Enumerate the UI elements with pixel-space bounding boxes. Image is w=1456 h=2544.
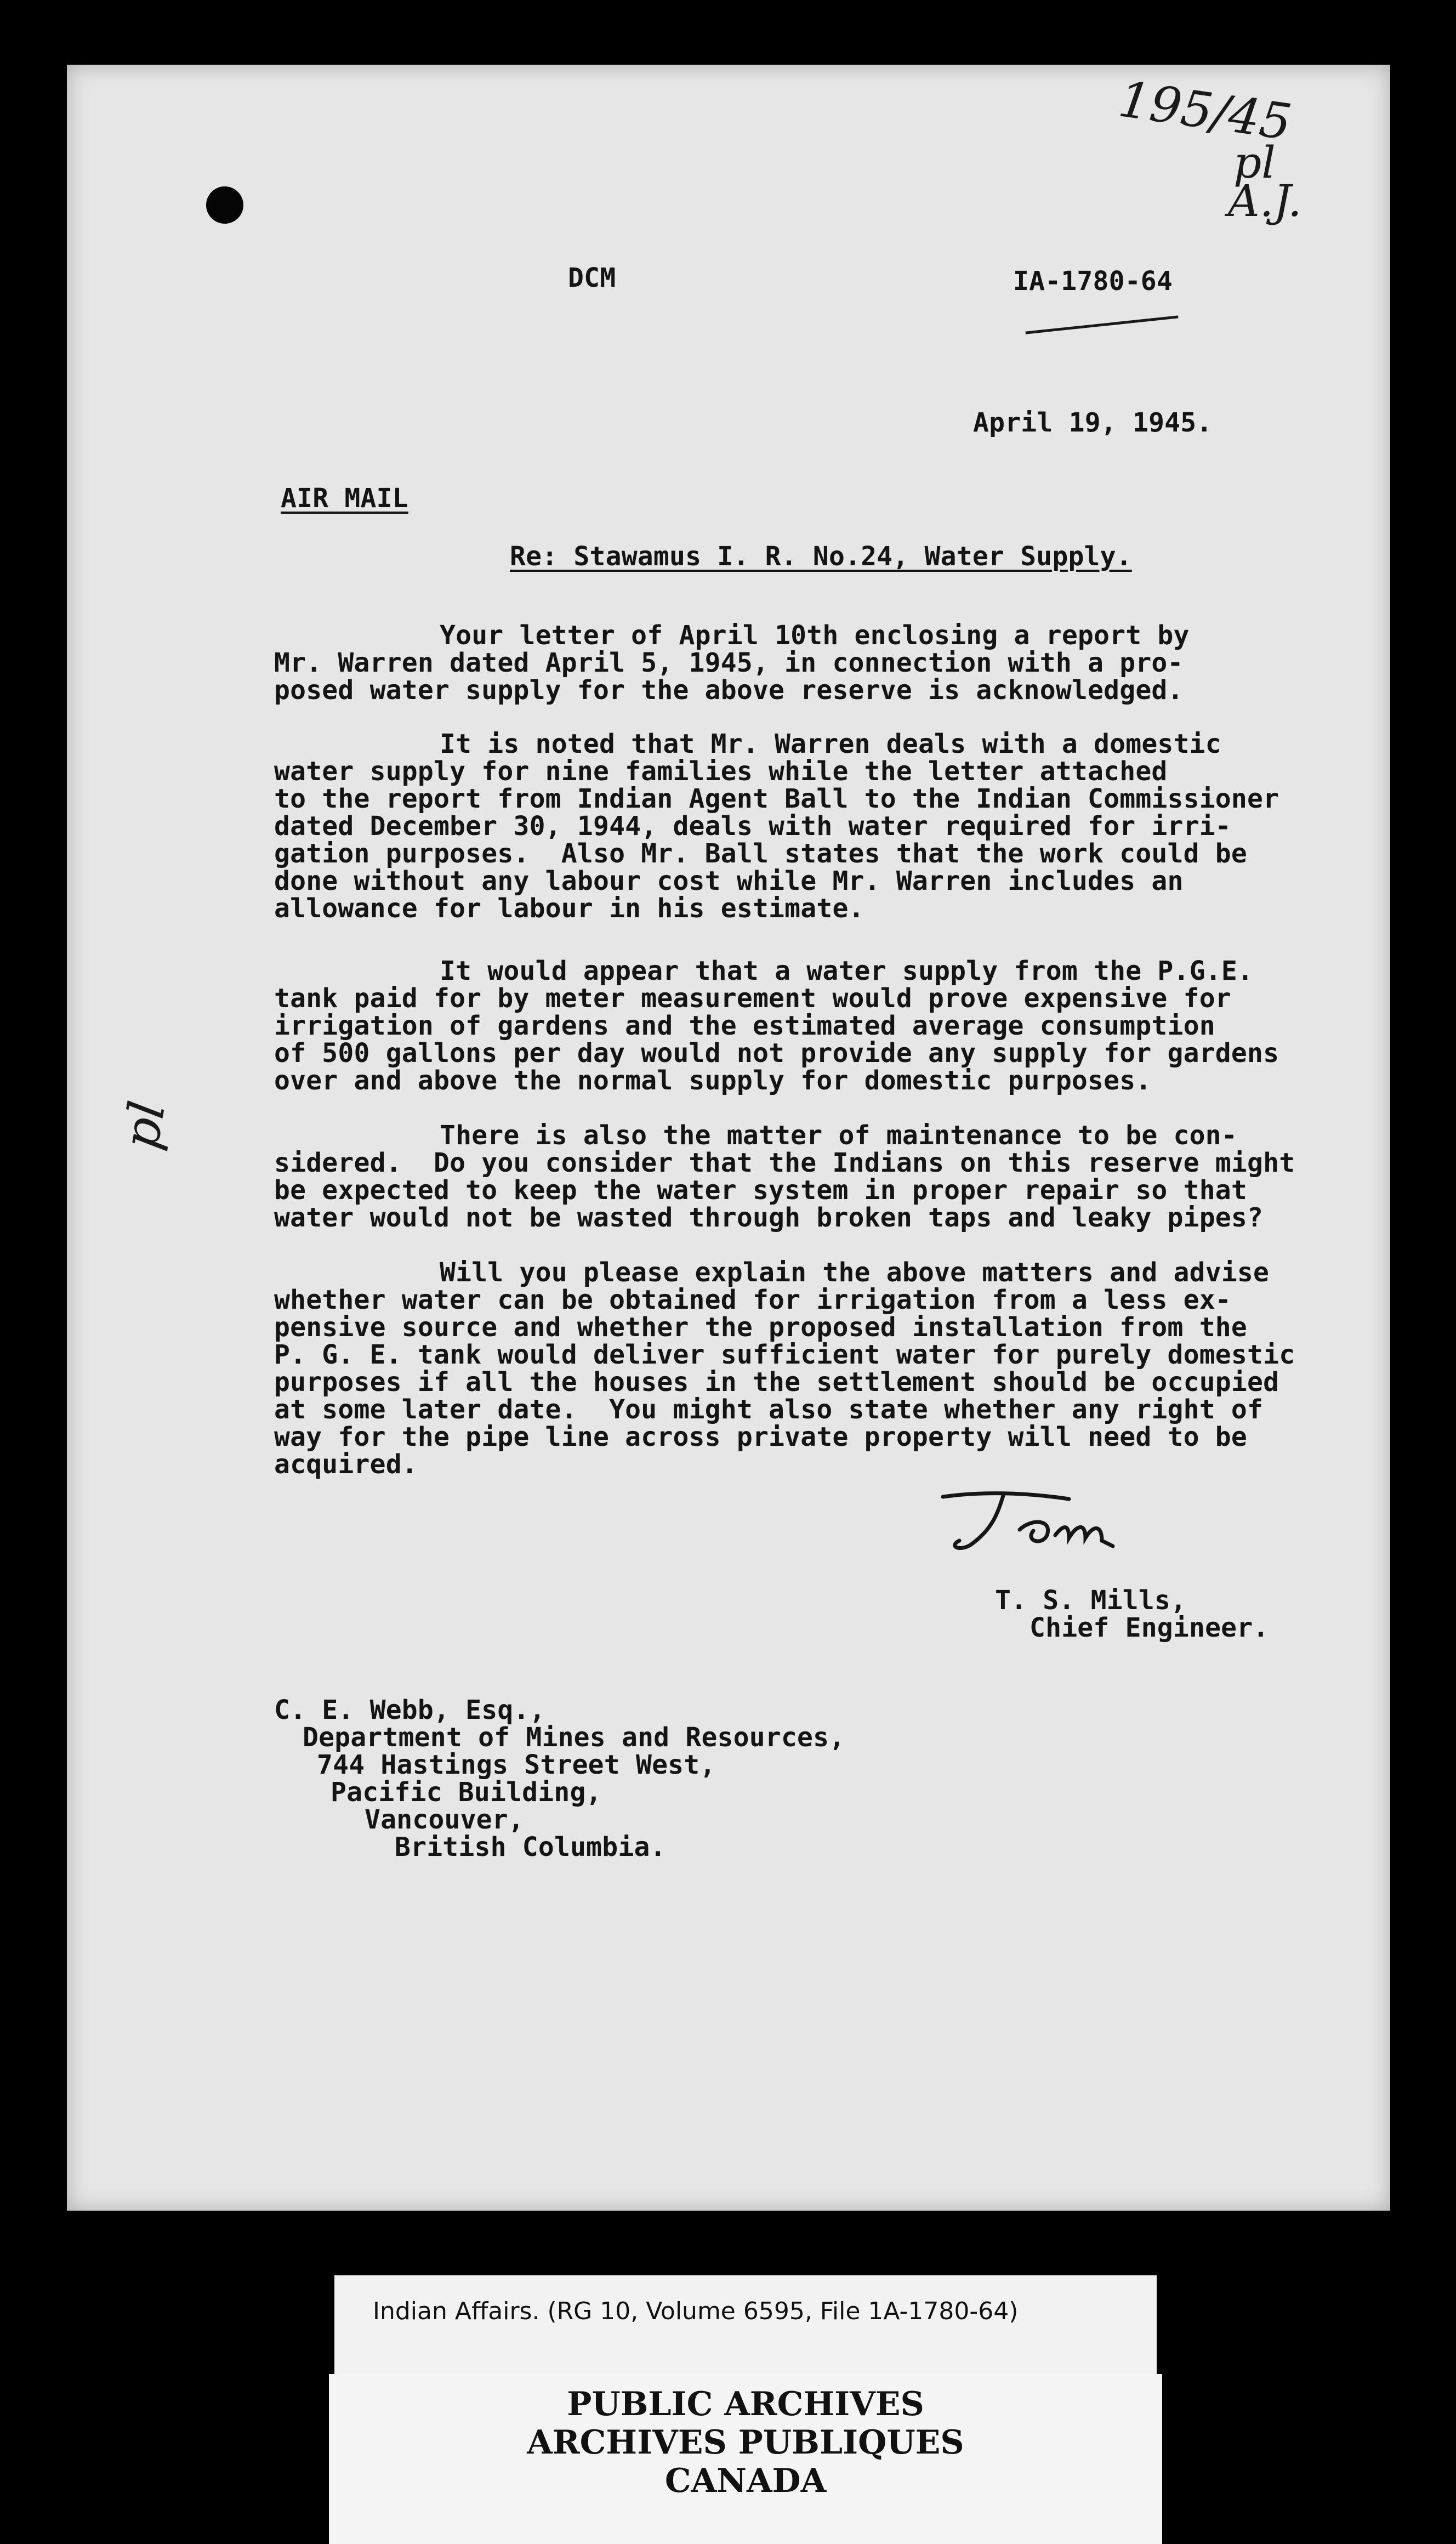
archive-caption-text: Indian Affairs. (RG 10, Volume 6595, File 1A-1780-64)	[373, 2297, 1019, 2325]
paragraph-line: done without any labour cost while Mr. Warren includes an	[274, 866, 1184, 896]
signatory-name: T. S. Mills,	[995, 1585, 1187, 1616]
paragraph-line: dated December 30, 1944, deals with water required for irri-	[274, 811, 1231, 842]
paragraph-1	[274, 594, 1190, 704]
paragraph-3	[274, 930, 1279, 1094]
handwritten-file-note: 195/45	[1115, 70, 1295, 152]
address-line-2: Department of Mines and Resources,	[303, 1722, 845, 1753]
handwritten-initials-2: A.J.	[1228, 175, 1302, 226]
archives-line-1: PUBLIC ARCHIVES	[567, 2385, 924, 2423]
paragraph-line: allowance for labour in his estimate.	[274, 893, 865, 924]
paragraph-line: at some later date. You might also state whether any right of	[274, 1394, 1264, 1425]
address-line-5: Vancouver,	[365, 1804, 524, 1835]
paragraph-line: gation purposes. Also Mr. Ball states that the work could be	[274, 838, 1248, 869]
address-line-1: C. E. Webb, Esq.,	[274, 1695, 545, 1725]
punch-hole	[206, 186, 243, 224]
address-line-3: 744 Hastings Street West,	[317, 1750, 716, 1780]
paragraph-line: way for the pipe line across private property will need to be	[274, 1422, 1248, 1452]
paragraph-line: purposes if all the houses in the settlement should be occupied	[274, 1367, 1279, 1398]
paragraph-line: pensive source and whether the proposed installation from the	[274, 1312, 1248, 1343]
paragraph-line: P. G. E. tank would deliver sufficient water for purely domestic	[274, 1339, 1295, 1370]
archives-line-3: CANADA	[664, 2462, 827, 2500]
signature-mark	[937, 1480, 1146, 1563]
initials: DCM	[568, 263, 616, 293]
paragraph-line: water would not be wasted through broken taps and leaky pipes?	[274, 1202, 1264, 1233]
letter-date: April 19, 1945.	[973, 407, 1213, 438]
paragraph-line: Will you please explain the above matters and advise	[440, 1257, 1270, 1288]
archives-line-2: ARCHIVES PUBLIQUES	[527, 2423, 964, 2462]
address-line-6: British Columbia.	[395, 1832, 666, 1862]
paragraph-line: water supply for nine families while the letter attached	[274, 756, 1168, 787]
archive-caption	[334, 2275, 1157, 2374]
paragraph-line: Your letter of April 10th enclosing a report by	[440, 620, 1190, 651]
paragraph-5	[274, 1231, 1295, 1478]
address-line-4: Pacific Building,	[331, 1777, 602, 1808]
subject-line: Re: Stawamus I. R. No.24, Water Supply.	[510, 541, 1132, 572]
paragraph-line: sidered. Do you consider that the Indians on this reserve might	[274, 1148, 1295, 1178]
paragraph-line: tank paid for by meter measurement would prove expensive for	[274, 983, 1231, 1014]
paragraph-4	[274, 1094, 1295, 1231]
paragraph-line: irrigation of gardens and the estimated average consumption	[274, 1010, 1215, 1041]
paragraph-line: to the report from Indian Agent Ball to the Indian Commissioner	[274, 783, 1279, 814]
signatory-title: Chief Engineer.	[1030, 1612, 1269, 1643]
handwritten-initials-1: pl	[1233, 137, 1276, 188]
paragraph-line: whether water can be obtained for irrigation from a less ex-	[274, 1285, 1231, 1315]
paragraph-line: posed water supply for the above reserve is acknowledged.	[274, 675, 1184, 706]
paragraph-line: over and above the normal supply for domestic purposes.	[274, 1065, 1152, 1096]
air-mail-label: AIR MAIL	[281, 483, 408, 514]
paragraph-line: be expected to keep the water system in proper repair so that	[274, 1175, 1248, 1206]
archives-stamp	[329, 2374, 1162, 2544]
paragraph-line: It is noted that Mr. Warren deals with a domestic	[440, 729, 1221, 759]
paragraph-line: acquired.	[274, 1449, 418, 1480]
paragraph-line: It would appear that a water supply from the P.G.E.	[440, 956, 1254, 986]
file-number: IA-1780-64	[1013, 266, 1173, 297]
paragraph-line: Mr. Warren dated April 5, 1945, in connection with a pro-	[274, 648, 1184, 678]
paragraph-2	[274, 703, 1279, 922]
paragraph-line: There is also the matter of maintenance to be con-	[440, 1120, 1237, 1151]
handwritten-margin-mark: pl	[111, 1097, 177, 1154]
paragraph-line: of 500 gallons per day would not provide any supply for gardens	[274, 1038, 1279, 1069]
